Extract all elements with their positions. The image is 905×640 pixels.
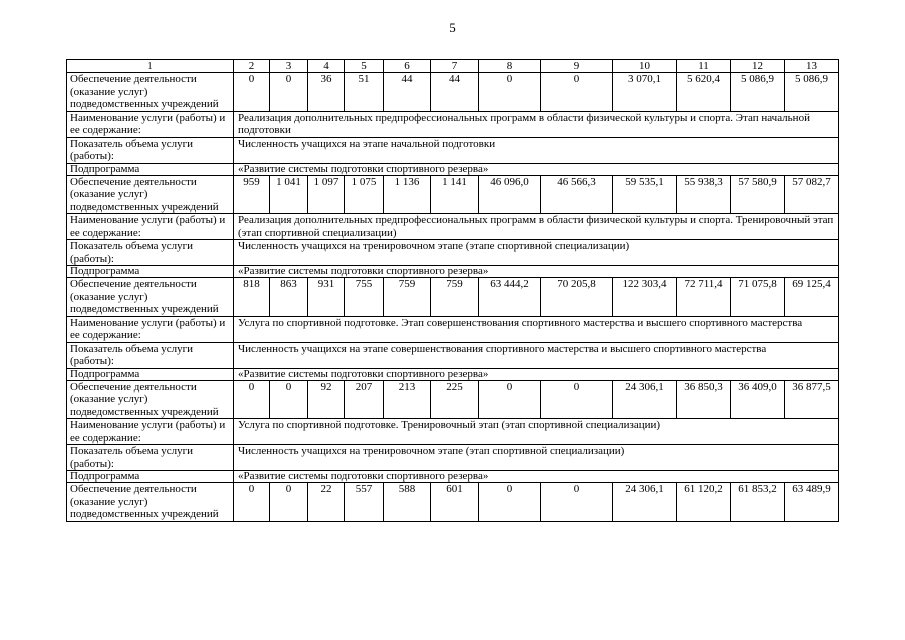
value-cell: 44 xyxy=(384,73,431,112)
text-row xyxy=(67,266,839,278)
row-text: Численность учащихся на тренировочном этапе (этап спортивной специализации) xyxy=(234,445,839,471)
value-cell: 63 444,2 xyxy=(479,278,541,317)
text-row xyxy=(67,137,839,163)
value-cell: 1 097 xyxy=(308,175,345,214)
row-label: Обеспечение деятельности (оказание услуг) подведомственных учреждений xyxy=(67,380,234,419)
value-cell: 601 xyxy=(431,483,479,522)
value-cell: 122 303,4 xyxy=(613,278,677,317)
text-row xyxy=(67,368,839,380)
values-row xyxy=(67,380,839,419)
value-cell: 863 xyxy=(270,278,308,317)
row-label: Показатель объема услуги (работы): xyxy=(67,240,234,266)
text-row xyxy=(67,240,839,266)
value-cell: 61 853,2 xyxy=(731,483,785,522)
value-cell: 1 075 xyxy=(345,175,384,214)
row-text: «Развитие системы подготовки спортивного резерва» xyxy=(234,266,839,278)
row-text: «Развитие системы подготовки спортивного резерва» xyxy=(234,471,839,483)
value-cell: 57 580,9 xyxy=(731,175,785,214)
row-text: Численность учащихся на этапе начальной подготовки xyxy=(234,137,839,163)
row-label: Наименование услуги (работы) и ее содержание: xyxy=(67,316,234,342)
column-header: 2 xyxy=(234,60,270,73)
value-cell: 213 xyxy=(384,380,431,419)
value-cell: 818 xyxy=(234,278,270,317)
value-cell: 557 xyxy=(345,483,384,522)
column-header: 6 xyxy=(384,60,431,73)
column-header: 3 xyxy=(270,60,308,73)
value-cell: 55 938,3 xyxy=(677,175,731,214)
value-cell: 36 877,5 xyxy=(785,380,839,419)
value-cell: 0 xyxy=(541,483,613,522)
value-cell: 36 409,0 xyxy=(731,380,785,419)
text-row xyxy=(67,445,839,471)
row-label: Обеспечение деятельности (оказание услуг) подведомственных учреждений xyxy=(67,175,234,214)
row-label: Обеспечение деятельности (оказание услуг) подведомственных учреждений xyxy=(67,278,234,317)
value-cell: 36 xyxy=(308,73,345,112)
row-label: Наименование услуги (работы) и ее содержание: xyxy=(67,111,234,137)
value-cell: 0 xyxy=(541,380,613,419)
header-row xyxy=(67,60,839,73)
column-header: 1 xyxy=(67,60,234,73)
column-header: 13 xyxy=(785,60,839,73)
value-cell: 46 566,3 xyxy=(541,175,613,214)
text-row xyxy=(67,214,839,240)
value-cell: 92 xyxy=(308,380,345,419)
value-cell: 24 306,1 xyxy=(613,380,677,419)
row-label: Показатель объема услуги (работы): xyxy=(67,342,234,368)
values-row xyxy=(67,175,839,214)
value-cell: 59 535,1 xyxy=(613,175,677,214)
value-cell: 1 141 xyxy=(431,175,479,214)
value-cell: 0 xyxy=(479,73,541,112)
row-text: Численность учащихся на этапе совершенствования спортивного мастерства и высшего спортивного мастерства xyxy=(234,342,839,368)
row-label: Подпрограмма xyxy=(67,368,234,380)
value-cell: 0 xyxy=(270,483,308,522)
value-cell: 36 850,3 xyxy=(677,380,731,419)
row-text: Численность учащихся на тренировочном этапе (этапе спортивной специализации) xyxy=(234,240,839,266)
value-cell: 71 075,8 xyxy=(731,278,785,317)
values-row xyxy=(67,483,839,522)
text-row xyxy=(67,111,839,137)
text-row xyxy=(67,316,839,342)
value-cell: 69 125,4 xyxy=(785,278,839,317)
value-cell: 24 306,1 xyxy=(613,483,677,522)
value-cell: 0 xyxy=(270,380,308,419)
value-cell: 1 041 xyxy=(270,175,308,214)
value-cell: 755 xyxy=(345,278,384,317)
row-label: Обеспечение деятельности (оказание услуг) подведомственных учреждений xyxy=(67,483,234,522)
row-text: «Развитие системы подготовки спортивного резерва» xyxy=(234,163,839,175)
value-cell: 0 xyxy=(270,73,308,112)
value-cell: 70 205,8 xyxy=(541,278,613,317)
value-cell: 207 xyxy=(345,380,384,419)
value-cell: 1 136 xyxy=(384,175,431,214)
value-cell: 61 120,2 xyxy=(677,483,731,522)
value-cell: 5 620,4 xyxy=(677,73,731,112)
value-cell: 0 xyxy=(479,483,541,522)
page-number: 5 xyxy=(449,20,456,35)
value-cell: 0 xyxy=(541,73,613,112)
value-cell: 0 xyxy=(234,483,270,522)
column-header: 8 xyxy=(479,60,541,73)
text-row xyxy=(67,471,839,483)
column-header: 10 xyxy=(613,60,677,73)
row-label: Наименование услуги (работы) и ее содержание: xyxy=(67,419,234,445)
value-cell: 72 711,4 xyxy=(677,278,731,317)
values-row xyxy=(67,278,839,317)
text-row xyxy=(67,163,839,175)
values-row xyxy=(67,73,839,112)
value-cell: 5 086,9 xyxy=(731,73,785,112)
row-label: Подпрограмма xyxy=(67,471,234,483)
row-label: Показатель объема услуги (работы): xyxy=(67,445,234,471)
row-label: Показатель объема услуги (работы): xyxy=(67,137,234,163)
row-label: Подпрограмма xyxy=(67,266,234,278)
value-cell: 225 xyxy=(431,380,479,419)
row-label: Подпрограмма xyxy=(67,163,234,175)
value-cell: 959 xyxy=(234,175,270,214)
column-header: 5 xyxy=(345,60,384,73)
column-header: 7 xyxy=(431,60,479,73)
budget-table xyxy=(66,59,839,522)
row-text: Реализация дополнительных предпрофессиональных программ в области физической культуры и спорта. Тренировочный этап (этап спортивной специализации) xyxy=(234,214,839,240)
row-text: Реализация дополнительных предпрофессиональных программ в области физической культуры и спорта. Этап начальной подготовки xyxy=(234,111,839,137)
value-cell: 759 xyxy=(384,278,431,317)
value-cell: 0 xyxy=(479,380,541,419)
column-header: 4 xyxy=(308,60,345,73)
value-cell: 0 xyxy=(234,73,270,112)
value-cell: 0 xyxy=(234,380,270,419)
value-cell: 931 xyxy=(308,278,345,317)
value-cell: 44 xyxy=(431,73,479,112)
text-row xyxy=(67,419,839,445)
value-cell: 22 xyxy=(308,483,345,522)
value-cell: 51 xyxy=(345,73,384,112)
row-text: «Развитие системы подготовки спортивного резерва» xyxy=(234,368,839,380)
row-label: Наименование услуги (работы) и ее содержание: xyxy=(67,214,234,240)
column-header: 12 xyxy=(731,60,785,73)
value-cell: 5 086,9 xyxy=(785,73,839,112)
value-cell: 759 xyxy=(431,278,479,317)
column-header: 11 xyxy=(677,60,731,73)
value-cell: 63 489,9 xyxy=(785,483,839,522)
row-text: Услуга по спортивной подготовке. Тренировочный этап (этап спортивной специализации) xyxy=(234,419,839,445)
column-header: 9 xyxy=(541,60,613,73)
value-cell: 3 070,1 xyxy=(613,73,677,112)
text-row xyxy=(67,342,839,368)
value-cell: 57 082,7 xyxy=(785,175,839,214)
value-cell: 46 096,0 xyxy=(479,175,541,214)
row-label: Обеспечение деятельности (оказание услуг) подведомственных учреждений xyxy=(67,73,234,112)
row-text: Услуга по спортивной подготовке. Этап совершенствования спортивного мастерства и высшего спортивного мастерства xyxy=(234,316,839,342)
value-cell: 588 xyxy=(384,483,431,522)
